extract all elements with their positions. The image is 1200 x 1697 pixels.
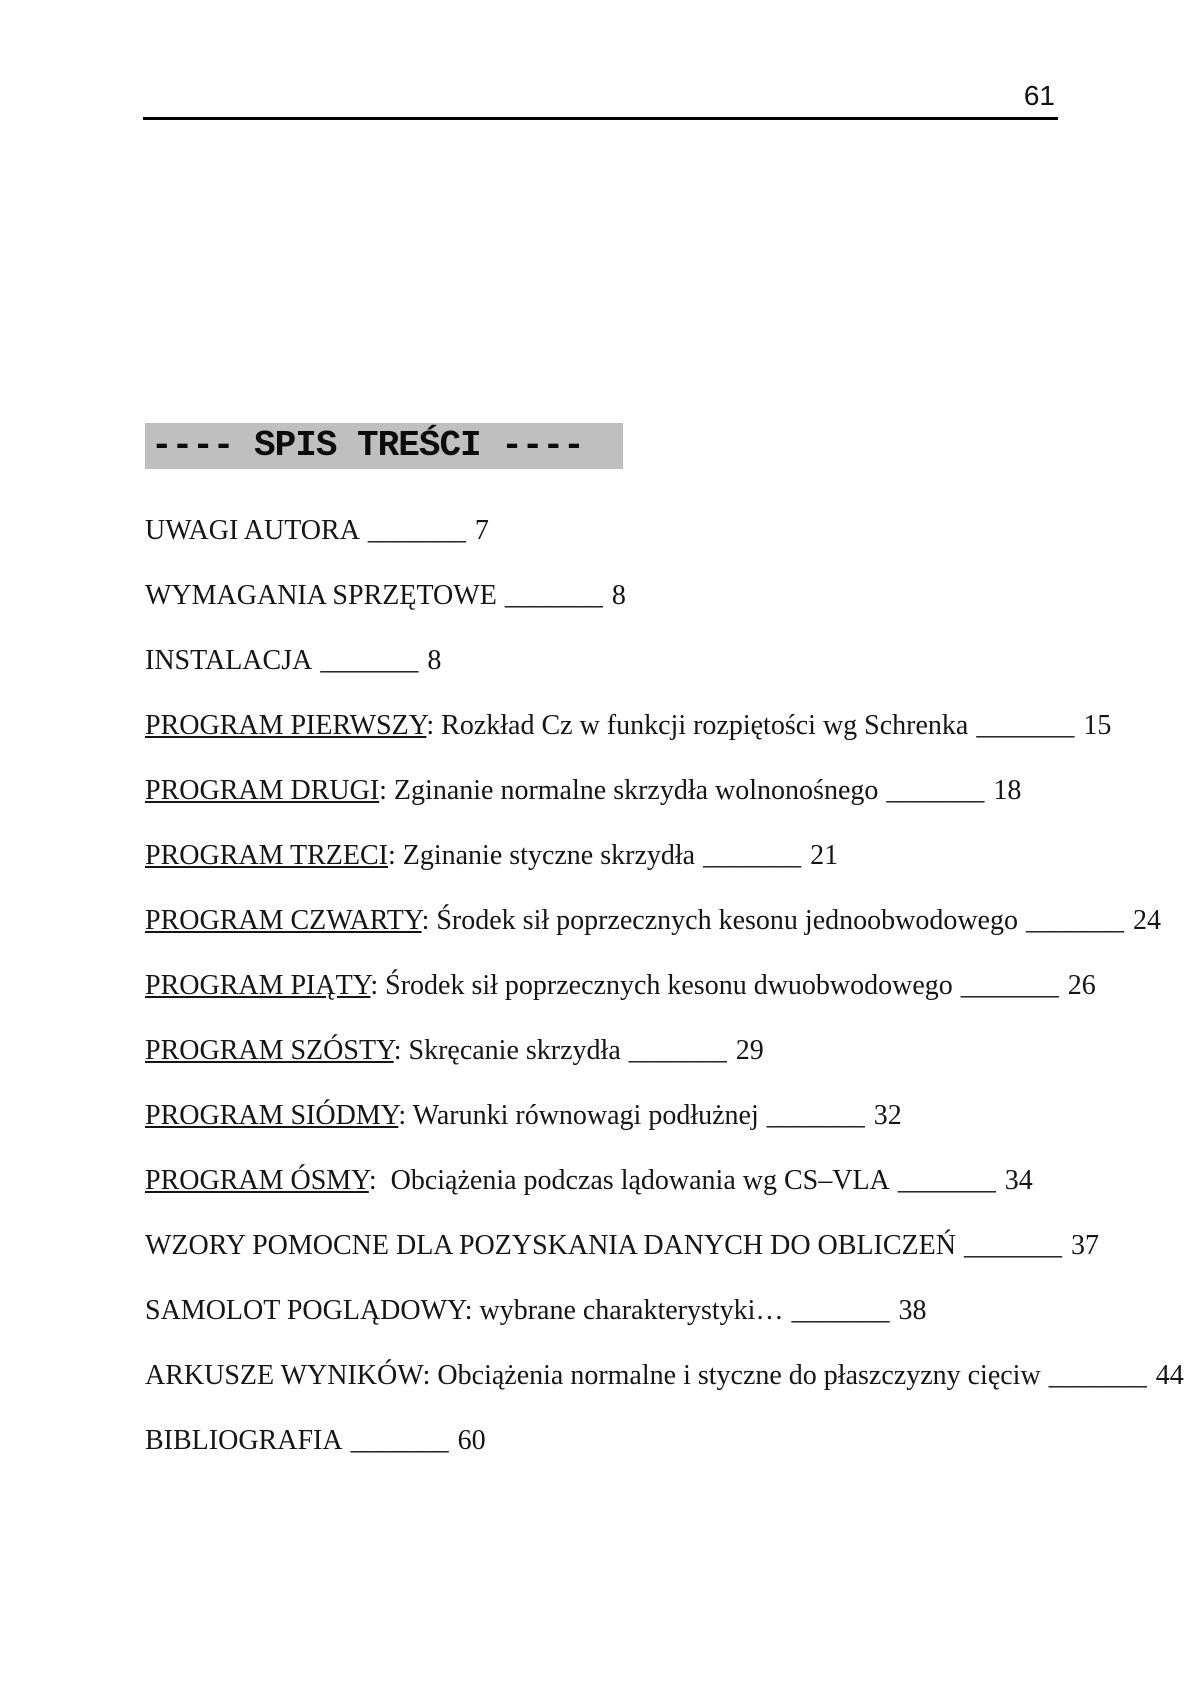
toc-entry [145,1018,1145,1083]
toc-entry-text: : Środek sił poprzecznych kesonu jednoobwodowego [421,905,1018,936]
toc-entry-text: : Środek sił poprzecznych kesonu dwuobwodowego [370,970,953,1001]
toc-page-ref: 7 [474,515,489,546]
toc-leader: _______ [1048,1360,1147,1391]
toc-page-ref: 60 [457,1425,486,1456]
toc-entry-text: : Warunki równowagi podłużnej [398,1100,759,1131]
toc-entry-text: : Rozkład Cz w funkcji rozpiętości wg Schrenka [426,710,969,741]
toc-page-ref: 26 [1067,970,1096,1001]
toc-entry-text: INSTALACJA [145,645,313,676]
toc-page-ref: 15 [1083,710,1112,741]
toc-entry-title: PROGRAM SZÓSTY [145,1035,394,1066]
toc-entry [145,823,1145,888]
toc-entry-text: UWAGI AUTORA [145,515,360,546]
toc-entry-title: PROGRAM CZWARTY [145,905,422,936]
toc-entry-text: : Skręcanie skrzydła [393,1035,621,1066]
toc-entry-title: PROGRAM PIĄTY [145,970,371,1001]
toc-page-ref: 21 [810,840,839,871]
toc-entry-title: PROGRAM DRUGI [145,775,380,806]
toc-entry [145,693,1145,758]
toc-page-ref: 44 [1155,1360,1184,1391]
toc-leader: _______ [628,1035,727,1066]
toc-entry-text: SAMOLOT POGLĄDOWY: wybrane charakterystyki… [145,1295,784,1326]
toc-entry [145,1408,1145,1473]
toc-entry [145,498,1145,563]
toc-leader: _______ [791,1295,890,1326]
toc-entry-text: WZORY POMOCNE DLA POZYSKANIA DANYCH DO OBLICZEŃ [145,1230,956,1261]
toc-entry-text: ARKUSZE WYNIKÓW: Obciążenia normalne i styczne do płaszczyzny cięciw [145,1360,1041,1391]
toc-entry-text: : Zginanie normalne skrzydła wolnonośnego [379,775,879,806]
toc-page-ref: 8 [427,645,442,676]
toc-leader: _______ [886,775,985,806]
toc-entry [145,563,1145,628]
toc-leader: _______ [960,970,1059,1001]
toc-leader: _______ [504,580,603,611]
toc-page-ref: 8 [611,580,626,611]
toc-leader: _______ [963,1230,1062,1261]
toc-leader: _______ [897,1165,996,1196]
toc-entry [145,888,1161,953]
toc-leader: _______ [367,515,466,546]
toc-heading: ---- SPIS TREŚCI ---- [145,423,623,469]
toc-entry [145,1343,1184,1408]
page-number: 61 [1023,80,1055,111]
header-rule [143,117,1058,120]
toc-page-ref: 37 [1070,1230,1099,1261]
toc-entry-text: BIBLIOGRAFIA [145,1425,343,1456]
toc-entry-text: : Obciążenia podczas lądowania wg CS–VLA [368,1165,890,1196]
toc-entry [145,1278,1145,1343]
toc-entry [145,628,1145,693]
toc-entry [145,1213,1145,1278]
toc-entry [145,758,1145,823]
toc-entry-title: PROGRAM SIÓDMY [145,1100,399,1131]
toc-entry-text: : Zginanie styczne skrzydła [387,840,696,871]
toc-page-ref: 34 [1004,1165,1033,1196]
toc-entry-title: PROGRAM TRZECI [145,840,388,871]
toc-leader: _______ [703,840,802,871]
toc-page-ref: 38 [898,1295,927,1326]
toc-entry [145,1083,1145,1148]
toc-entry-title: PROGRAM PIERWSZY [145,710,427,741]
toc-leader: _______ [976,710,1075,741]
toc-leader: _______ [1025,905,1124,936]
toc-entry [145,953,1145,1018]
toc-leader: _______ [350,1425,449,1456]
toc-page-ref: 24 [1132,905,1161,936]
toc-page-ref: 32 [873,1100,902,1131]
toc-leader: _______ [766,1100,865,1131]
toc-page-ref: 29 [735,1035,764,1066]
toc-entry-text: WYMAGANIA SPRZĘTOWE [145,580,497,611]
toc-entry-title: PROGRAM ÓSMY [145,1165,369,1196]
toc-leader: _______ [320,645,419,676]
toc-page-ref: 18 [993,775,1022,806]
table-of-contents [145,498,1184,1473]
toc-entry [145,1148,1145,1213]
